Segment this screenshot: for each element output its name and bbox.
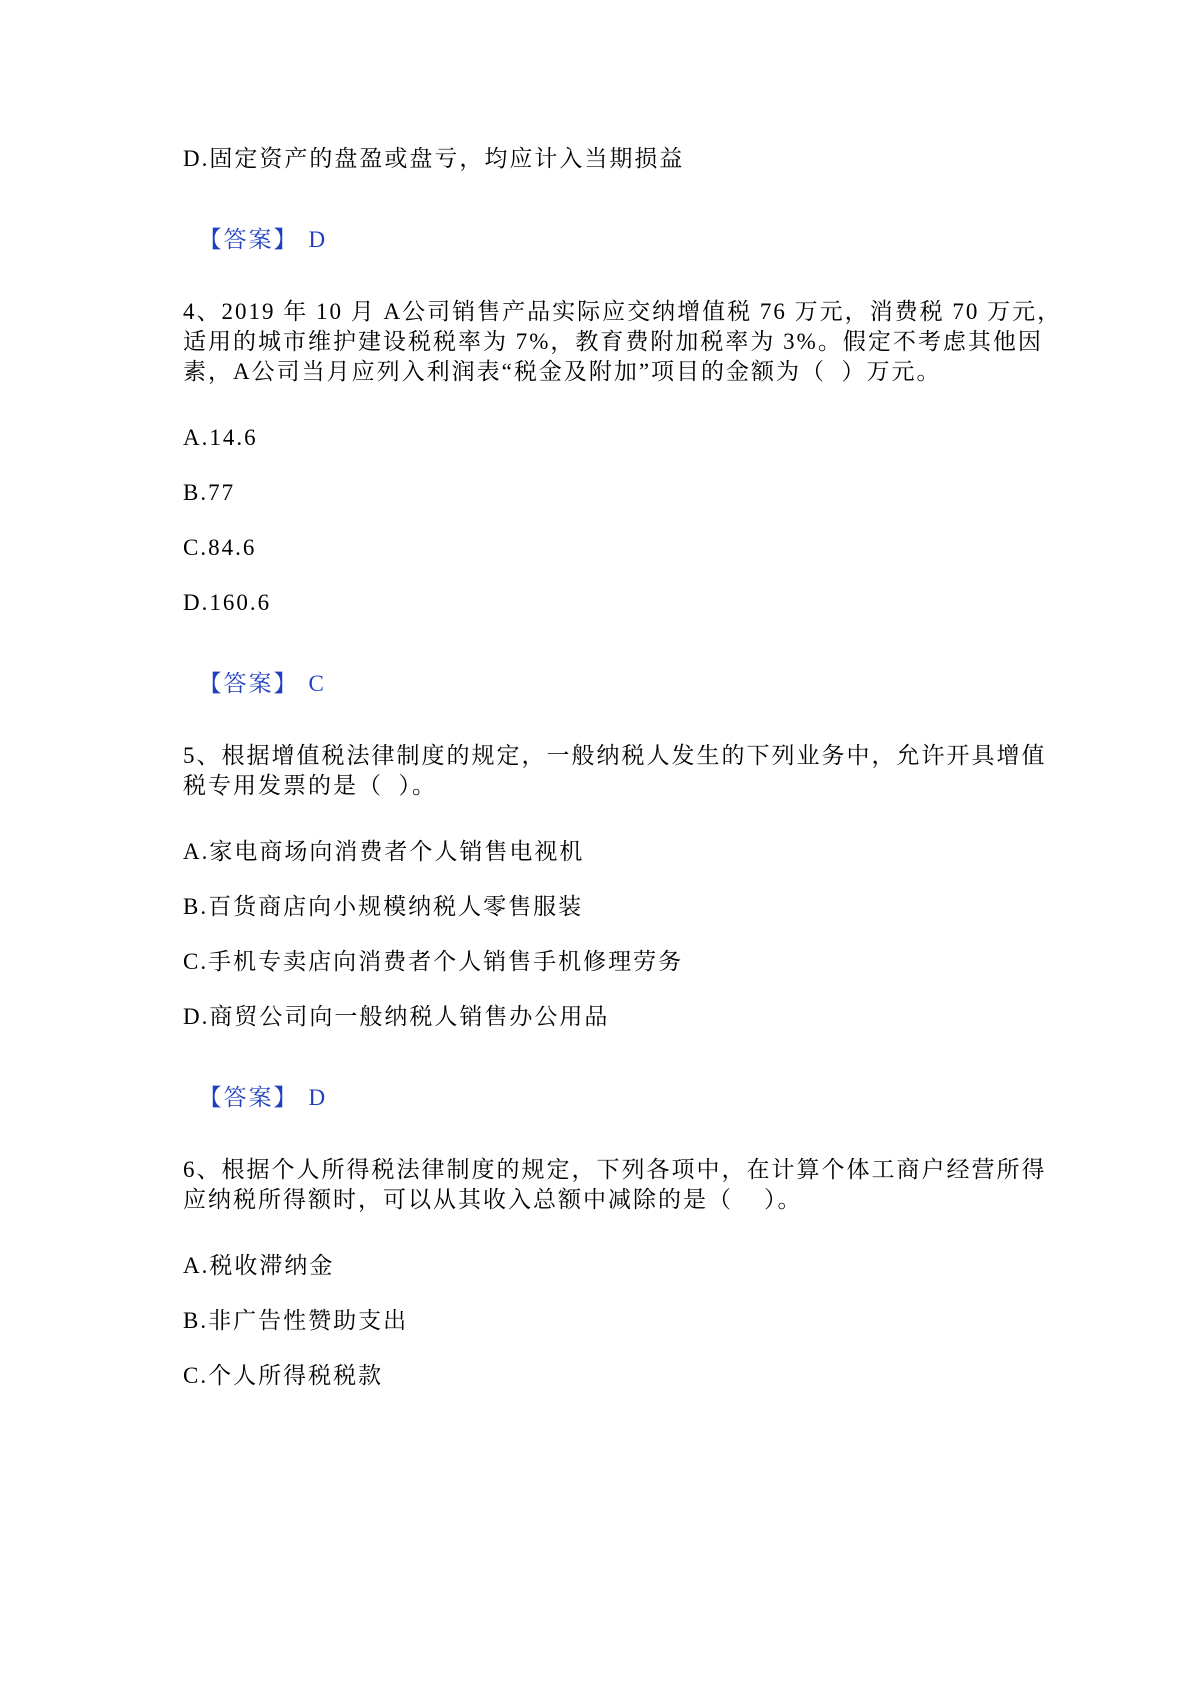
q4-answer [183, 645, 326, 697]
q5-option-b: B.百货商店向小规模纳税人零售服装 [183, 894, 584, 919]
q4-stem-line-1: 4、2019 年 10 月 A公司销售产品实际应交纳增值税 76 万元，消费税 70 万元， [183, 299, 1063, 324]
q6-option-b: B.非广告性赞助支出 [183, 1308, 409, 1333]
q4-option-c: C.84.6 [183, 535, 257, 560]
q4-option-d: D.160.6 [183, 590, 272, 615]
answer-value: C [308, 671, 326, 696]
q5-stem-line-1: 5、根据增值税法律制度的规定，一般纳税人发生的下列业务中，允许开具增值 [183, 743, 1047, 768]
q3-option-d: D.固定资产的盘盈或盘亏，均应计入当期损益 [183, 146, 685, 171]
q6-option-a: A.税收滞纳金 [183, 1253, 335, 1278]
q5-answer [183, 1059, 327, 1111]
answer-label: 【答案】 [198, 1085, 299, 1110]
answer-value: D [308, 227, 328, 252]
answer-label: 【答案】 [198, 671, 299, 696]
q5-option-c: C.手机专卖店向消费者个人销售手机修理劳务 [183, 949, 684, 974]
q6-option-c: C.个人所得税税款 [183, 1363, 384, 1388]
q5-option-a: A.家电商场向消费者个人销售电视机 [183, 839, 585, 864]
q4-stem-line-3: 素，A公司当月应列入利润表“税金及附加”项目的金额为（ ）万元。 [183, 359, 942, 384]
q5-option-d: D.商贸公司向一般纳税人销售办公用品 [183, 1004, 610, 1029]
q5-stem-line-2: 税专用发票的是（ ）。 [183, 773, 437, 798]
answer-value: D [308, 1085, 328, 1110]
q4-option-b: B.77 [183, 480, 236, 505]
q4-option-a: A.14.6 [183, 425, 258, 450]
q4-stem-line-2: 适用的城市维护建设税税率为 7%，教育费附加税率为 3%。假定不考虑其他因 [183, 329, 1043, 354]
answer-label: 【答案】 [198, 227, 299, 252]
q6-stem-line-1: 6、根据个人所得税法律制度的规定，下列各项中，在计算个体工商户经营所得 [183, 1157, 1047, 1182]
q3-answer [183, 201, 327, 253]
q6-stem-line-2: 应纳税所得额时，可以从其收入总额中减除的是（ ）。 [183, 1187, 803, 1212]
